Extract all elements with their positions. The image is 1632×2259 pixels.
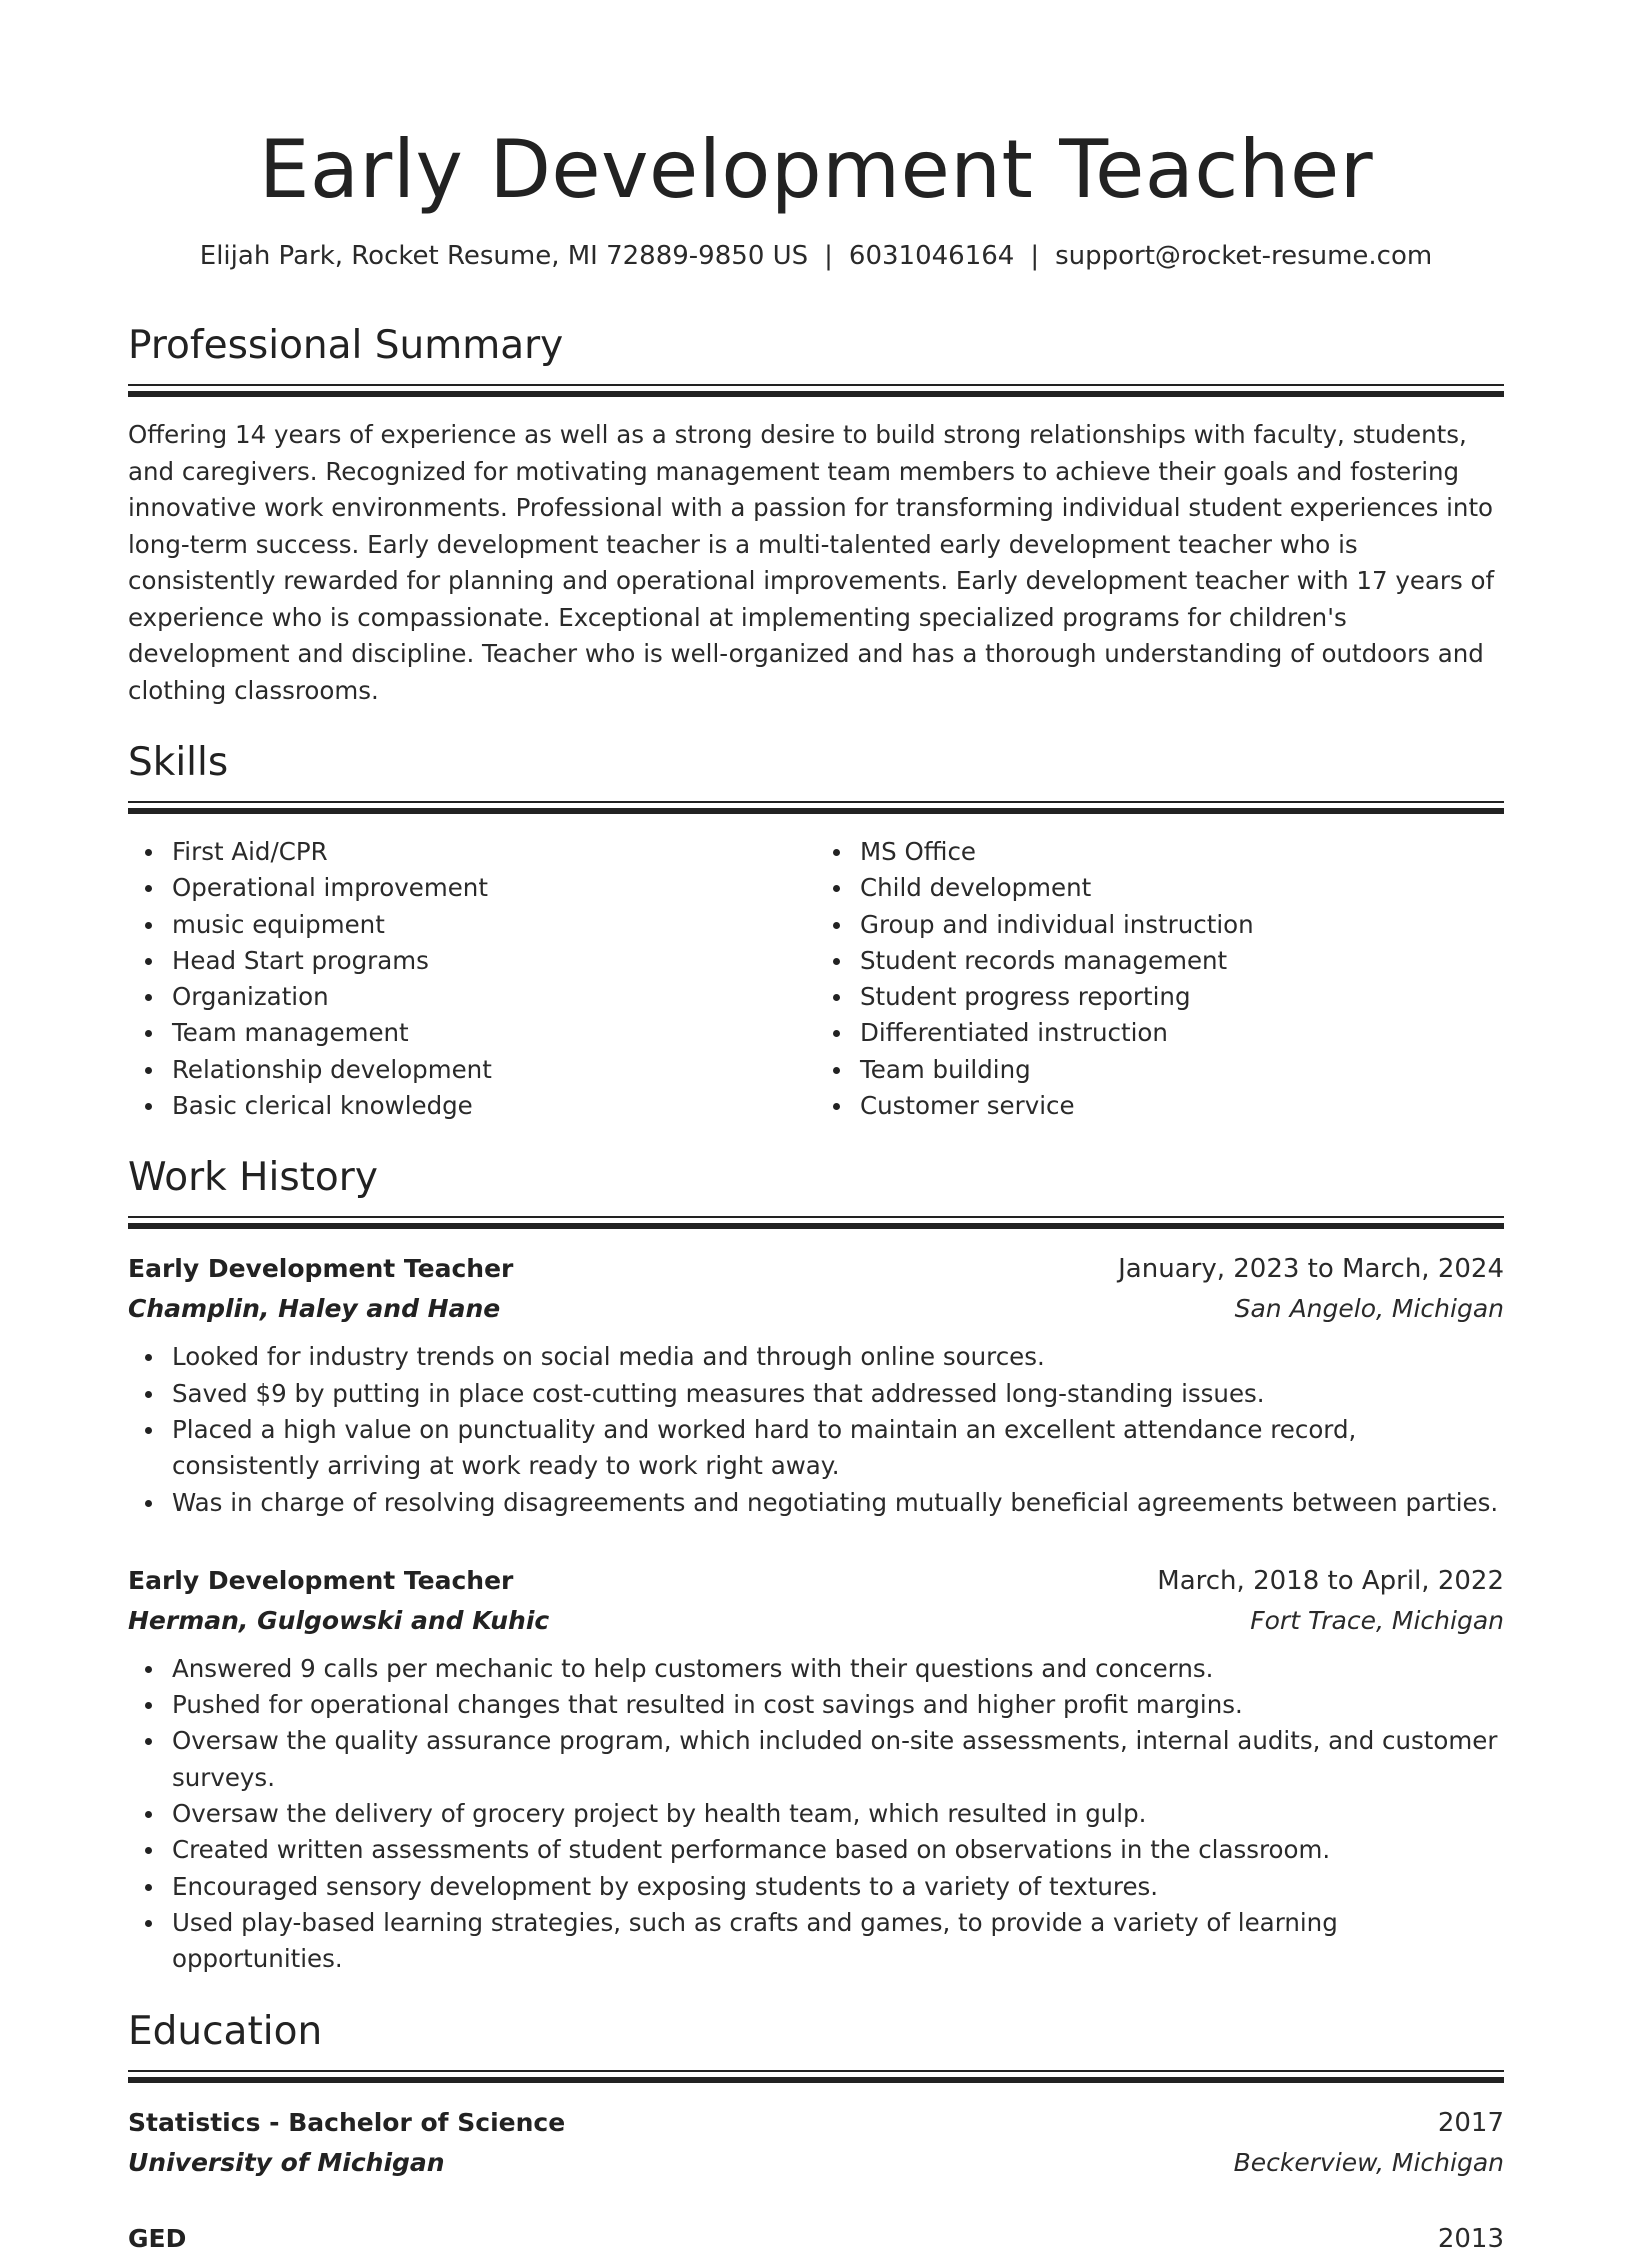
job-title: Early Development Teacher xyxy=(128,1565,514,1595)
education-section xyxy=(128,2008,1504,2259)
section-divider xyxy=(128,801,1504,803)
skill-item: Operational improvement xyxy=(172,870,816,906)
education-entry xyxy=(128,2103,1504,2183)
job-bullet: Pushed for operational changes that resulted in cost savings and higher profit margins. xyxy=(172,1687,1504,1723)
education-school: University of Michigan xyxy=(128,2147,445,2177)
job-bullets xyxy=(128,1339,1504,1520)
contact-phone: 6031046164 xyxy=(848,241,1015,271)
resume-title: Early Development Teacher xyxy=(258,123,1374,216)
resume-page xyxy=(128,0,1504,2259)
job-bullet: Looked for industry trends on social media and through online sources. xyxy=(172,1339,1504,1375)
skill-item: MS Office xyxy=(860,834,1504,870)
summary-section xyxy=(128,322,1504,709)
section-heading-work: Work History xyxy=(128,1155,378,1201)
skill-item: Basic clerical knowledge xyxy=(172,1088,816,1124)
job-bullet: Saved $9 by putting in place cost-cutting measures that addressed long-standing issues. xyxy=(172,1376,1504,1412)
section-heading-summary: Professional Summary xyxy=(128,323,564,368)
section-divider xyxy=(128,808,1504,814)
education-degree: Statistics - Bachelor of Science xyxy=(128,2107,566,2137)
job-dates: March, 2018 to April, 2022 xyxy=(1157,1565,1504,1596)
job-dates: January, 2023 to March, 2024 xyxy=(1118,1254,1504,1285)
job-company: Champlin, Haley and Hane xyxy=(128,1294,501,1324)
section-divider xyxy=(128,2077,1504,2083)
job-entry xyxy=(128,1249,1504,1520)
skill-item: Customer service xyxy=(860,1088,1504,1124)
job-title: Early Development Teacher xyxy=(128,1254,514,1284)
skill-item: Team building xyxy=(860,1052,1504,1088)
education-year: 2017 xyxy=(1437,2107,1504,2138)
contact-email: support@rocket-resume.com xyxy=(1055,241,1433,271)
skill-item: Differentiated instruction xyxy=(860,1015,1504,1051)
job-bullet: Encouraged sensory development by exposing students to a variety of textures. xyxy=(172,1869,1504,1905)
contact-address: Elijah Park, Rocket Resume, MI 72889-9850 US xyxy=(199,241,809,271)
section-divider xyxy=(128,2070,1504,2072)
contact-separator: | xyxy=(1030,241,1040,271)
skill-item: Student records management xyxy=(860,943,1504,979)
skills-column-right xyxy=(816,834,1504,1124)
education-entry xyxy=(128,2219,1504,2259)
work-history-section xyxy=(128,1154,1504,1977)
job-bullet: Was in charge of resolving disagreements and negotiating mutually beneficial agreements between parties. xyxy=(172,1485,1504,1521)
skill-item: First Aid/CPR xyxy=(172,834,816,870)
job-location: Fort Trace, Michigan xyxy=(1250,1605,1504,1635)
skill-item: Child development xyxy=(860,870,1504,906)
skill-item: Organization xyxy=(172,979,816,1015)
contact-line xyxy=(128,238,1504,274)
job-bullet: Oversaw the quality assurance program, which included on-site assessments, internal audits, and customer surveys. xyxy=(172,1723,1504,1796)
section-divider xyxy=(128,384,1504,386)
section-heading-skills: Skills xyxy=(128,740,229,785)
education-year: 2013 xyxy=(1437,2223,1504,2254)
skill-item: Relationship development xyxy=(172,1052,816,1088)
skills-column-left xyxy=(128,834,816,1124)
skills-list xyxy=(128,834,1504,1124)
job-bullet: Answered 9 calls per mechanic to help customers with their questions and concerns. xyxy=(172,1651,1504,1687)
section-divider xyxy=(128,1216,1504,1218)
job-bullet: Placed a high value on punctuality and worked hard to maintain an excellent attendance record, consistently arriving at work ready to work right away. xyxy=(172,1412,1504,1485)
contact-separator: | xyxy=(824,241,833,271)
job-bullet: Created written assessments of student performance based on observations in the classroom. xyxy=(172,1832,1504,1868)
job-entry xyxy=(128,1561,1504,1978)
education-degree: GED xyxy=(128,2223,187,2253)
skill-item: music equipment xyxy=(172,907,816,943)
job-bullets xyxy=(128,1651,1504,1978)
skill-item: Group and individual instruction xyxy=(860,907,1504,943)
skill-item: Team management xyxy=(172,1015,816,1051)
job-company: Herman, Gulgowski and Kuhic xyxy=(128,1605,550,1635)
section-divider xyxy=(128,1223,1504,1229)
skill-item: Student progress reporting xyxy=(860,979,1504,1015)
skills-section xyxy=(128,739,1504,1124)
summary-text: Offering 14 years of experience as well as a strong desire to build strong relationships with faculty, students, and caregivers. Recognized for motivating management team members to achieve their goals and fostering innovative work environments. Professional with a passion for transforming individual student experiences into long-term success. Early development teacher is a multi-talented early development teacher who is consistently rewarded for planning and operational improvements. Early development teacher with 17 years of experience who is compassionate. Exceptional at implementing specialized programs for children's development and discipline. Teacher who is well-organized and has a thorough understanding of outdoors and clothing classrooms. xyxy=(128,420,1495,705)
job-bullet: Oversaw the delivery of grocery project by health team, which resulted in gulp. xyxy=(172,1796,1504,1832)
job-location: San Angelo, Michigan xyxy=(1234,1294,1504,1324)
education-location: Beckerview, Michigan xyxy=(1233,2147,1504,2177)
section-divider xyxy=(128,391,1504,397)
job-bullet: Used play-based learning strategies, such as crafts and games, to provide a variety of learning opportunities. xyxy=(172,1905,1504,1978)
skill-item: Head Start programs xyxy=(172,943,816,979)
section-heading-education: Education xyxy=(128,2008,323,2054)
